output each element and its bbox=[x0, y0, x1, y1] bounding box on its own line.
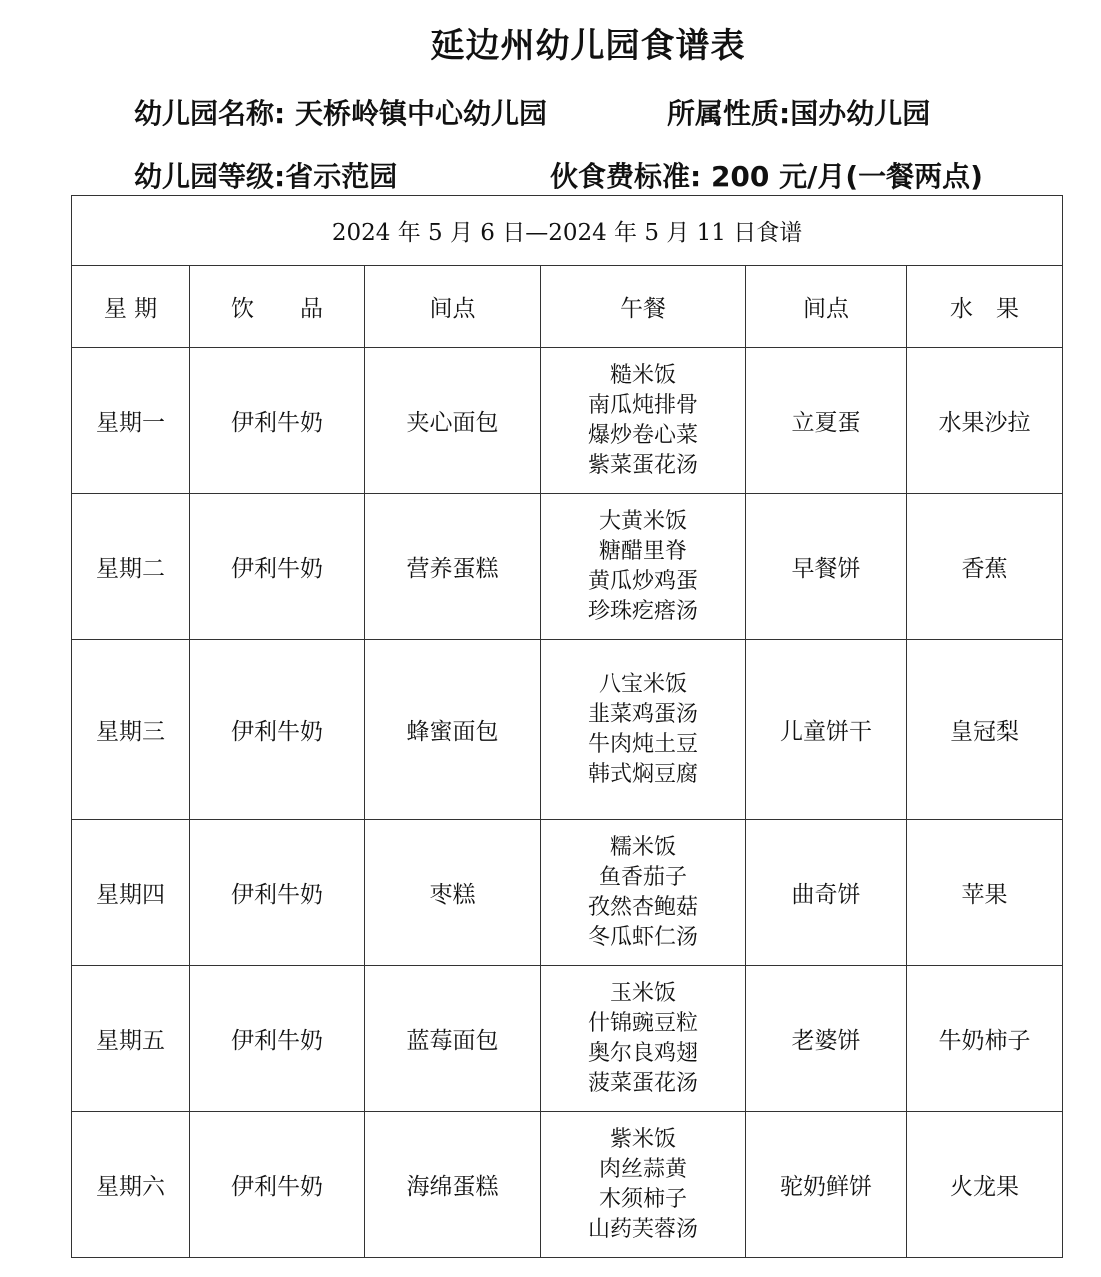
drink-cell: 伊利牛奶 bbox=[190, 820, 365, 966]
lunch-cell bbox=[541, 494, 746, 640]
lunch-dish: 奥尔良鸡翅 bbox=[587, 1040, 698, 1066]
kindergarten-name: 幼儿园名称: 天桥岭镇中心幼儿园 bbox=[134, 97, 547, 130]
lunch-dish: 珍珠疙瘩汤 bbox=[587, 598, 698, 624]
header-snack-afternoon: 间点 bbox=[746, 266, 907, 348]
meal-fee-standard: 伙食费标准: 200 元/月(一餐两点) bbox=[550, 160, 983, 193]
lunch-cell bbox=[541, 820, 746, 966]
lunch-cell bbox=[541, 640, 746, 820]
day-cell: 星期五 bbox=[72, 966, 190, 1112]
header-drink: 饮 品 bbox=[190, 266, 365, 348]
day-cell: 星期六 bbox=[72, 1112, 190, 1258]
date-range: 2024 年 5 月 6 日—2024 年 5 月 11 日食谱 bbox=[72, 196, 1063, 266]
lunch-dish: 韭菜鸡蛋汤 bbox=[587, 701, 698, 727]
snack-afternoon-cell: 立夏蛋 bbox=[746, 348, 907, 494]
snack-morning-cell: 蜂蜜面包 bbox=[365, 640, 541, 820]
menu-table bbox=[71, 195, 1063, 1258]
snack-morning-cell: 海绵蛋糕 bbox=[365, 1112, 541, 1258]
lunch-dish: 黄瓜炒鸡蛋 bbox=[587, 568, 698, 594]
lunch-cell bbox=[541, 348, 746, 494]
drink-cell: 伊利牛奶 bbox=[190, 640, 365, 820]
snack-morning-cell: 枣糕 bbox=[365, 820, 541, 966]
table-row bbox=[72, 820, 1063, 966]
table-row bbox=[72, 640, 1063, 820]
lunch-dish: 糖醋里脊 bbox=[598, 538, 687, 564]
lunch-dish: 糯米饭 bbox=[609, 834, 676, 860]
lunch-dish: 紫米饭 bbox=[609, 1126, 676, 1152]
day-cell: 星期一 bbox=[72, 348, 190, 494]
table-row bbox=[72, 1112, 1063, 1258]
snack-afternoon-cell: 儿童饼干 bbox=[746, 640, 907, 820]
snack-afternoon-cell: 曲奇饼 bbox=[746, 820, 907, 966]
lunch-dish: 糙米饭 bbox=[609, 362, 676, 388]
fruit-cell: 牛奶柿子 bbox=[907, 966, 1063, 1112]
lunch-dish: 韩式焖豆腐 bbox=[587, 761, 698, 787]
lunch-dish: 玉米饭 bbox=[609, 980, 676, 1006]
snack-morning-cell: 营养蛋糕 bbox=[365, 494, 541, 640]
snack-afternoon-cell: 驼奶鲜饼 bbox=[746, 1112, 907, 1258]
lunch-dish: 冬瓜虾仁汤 bbox=[587, 924, 698, 950]
lunch-dish: 什锦豌豆粒 bbox=[587, 1010, 698, 1036]
day-cell: 星期四 bbox=[72, 820, 190, 966]
kindergarten-level: 幼儿园等级:省示范园 bbox=[134, 160, 398, 193]
table-row bbox=[72, 494, 1063, 640]
drink-cell: 伊利牛奶 bbox=[190, 494, 365, 640]
drink-cell: 伊利牛奶 bbox=[190, 1112, 365, 1258]
lunch-dish: 八宝米饭 bbox=[598, 671, 687, 697]
fruit-cell: 火龙果 bbox=[907, 1112, 1063, 1258]
lunch-cell bbox=[541, 1112, 746, 1258]
header-day: 星 期 bbox=[72, 266, 190, 348]
header-lunch: 午餐 bbox=[541, 266, 746, 348]
lunch-dish: 肉丝蒜黄 bbox=[598, 1156, 687, 1182]
lunch-dish: 菠菜蛋花汤 bbox=[587, 1070, 698, 1096]
fruit-cell: 香蕉 bbox=[907, 494, 1063, 640]
menu-table-body bbox=[72, 196, 1063, 1258]
day-cell: 星期三 bbox=[72, 640, 190, 820]
drink-cell: 伊利牛奶 bbox=[190, 966, 365, 1112]
table-row bbox=[72, 966, 1063, 1112]
fruit-cell: 苹果 bbox=[907, 820, 1063, 966]
fruit-cell: 皇冠梨 bbox=[907, 640, 1063, 820]
lunch-dish: 紫菜蛋花汤 bbox=[587, 452, 698, 478]
header-fruit: 水 果 bbox=[907, 266, 1063, 348]
lunch-dish: 大黄米饭 bbox=[598, 508, 687, 534]
snack-morning-cell: 夹心面包 bbox=[365, 348, 541, 494]
header-row bbox=[72, 266, 1063, 348]
table-row bbox=[72, 348, 1063, 494]
date-range-row bbox=[72, 196, 1063, 266]
snack-afternoon-cell: 早餐饼 bbox=[746, 494, 907, 640]
lunch-dish: 山药芙蓉汤 bbox=[587, 1216, 698, 1242]
snack-morning-cell: 蓝莓面包 bbox=[365, 966, 541, 1112]
lunch-dish: 爆炒卷心菜 bbox=[587, 422, 698, 448]
header-snack-morning: 间点 bbox=[365, 266, 541, 348]
fruit-cell: 水果沙拉 bbox=[907, 348, 1063, 494]
lunch-dish: 鱼香茄子 bbox=[598, 864, 687, 890]
lunch-dish: 牛肉炖土豆 bbox=[587, 731, 698, 757]
lunch-dish: 木须柿子 bbox=[598, 1186, 687, 1212]
page-title: 延边州幼儿园食谱表 bbox=[430, 26, 746, 66]
lunch-dish: 孜然杏鲍菇 bbox=[587, 894, 698, 920]
day-cell: 星期二 bbox=[72, 494, 190, 640]
snack-afternoon-cell: 老婆饼 bbox=[746, 966, 907, 1112]
lunch-dish: 南瓜炖排骨 bbox=[587, 392, 698, 418]
drink-cell: 伊利牛奶 bbox=[190, 348, 365, 494]
kindergarten-nature: 所属性质:国办幼儿园 bbox=[667, 97, 931, 130]
lunch-cell bbox=[541, 966, 746, 1112]
